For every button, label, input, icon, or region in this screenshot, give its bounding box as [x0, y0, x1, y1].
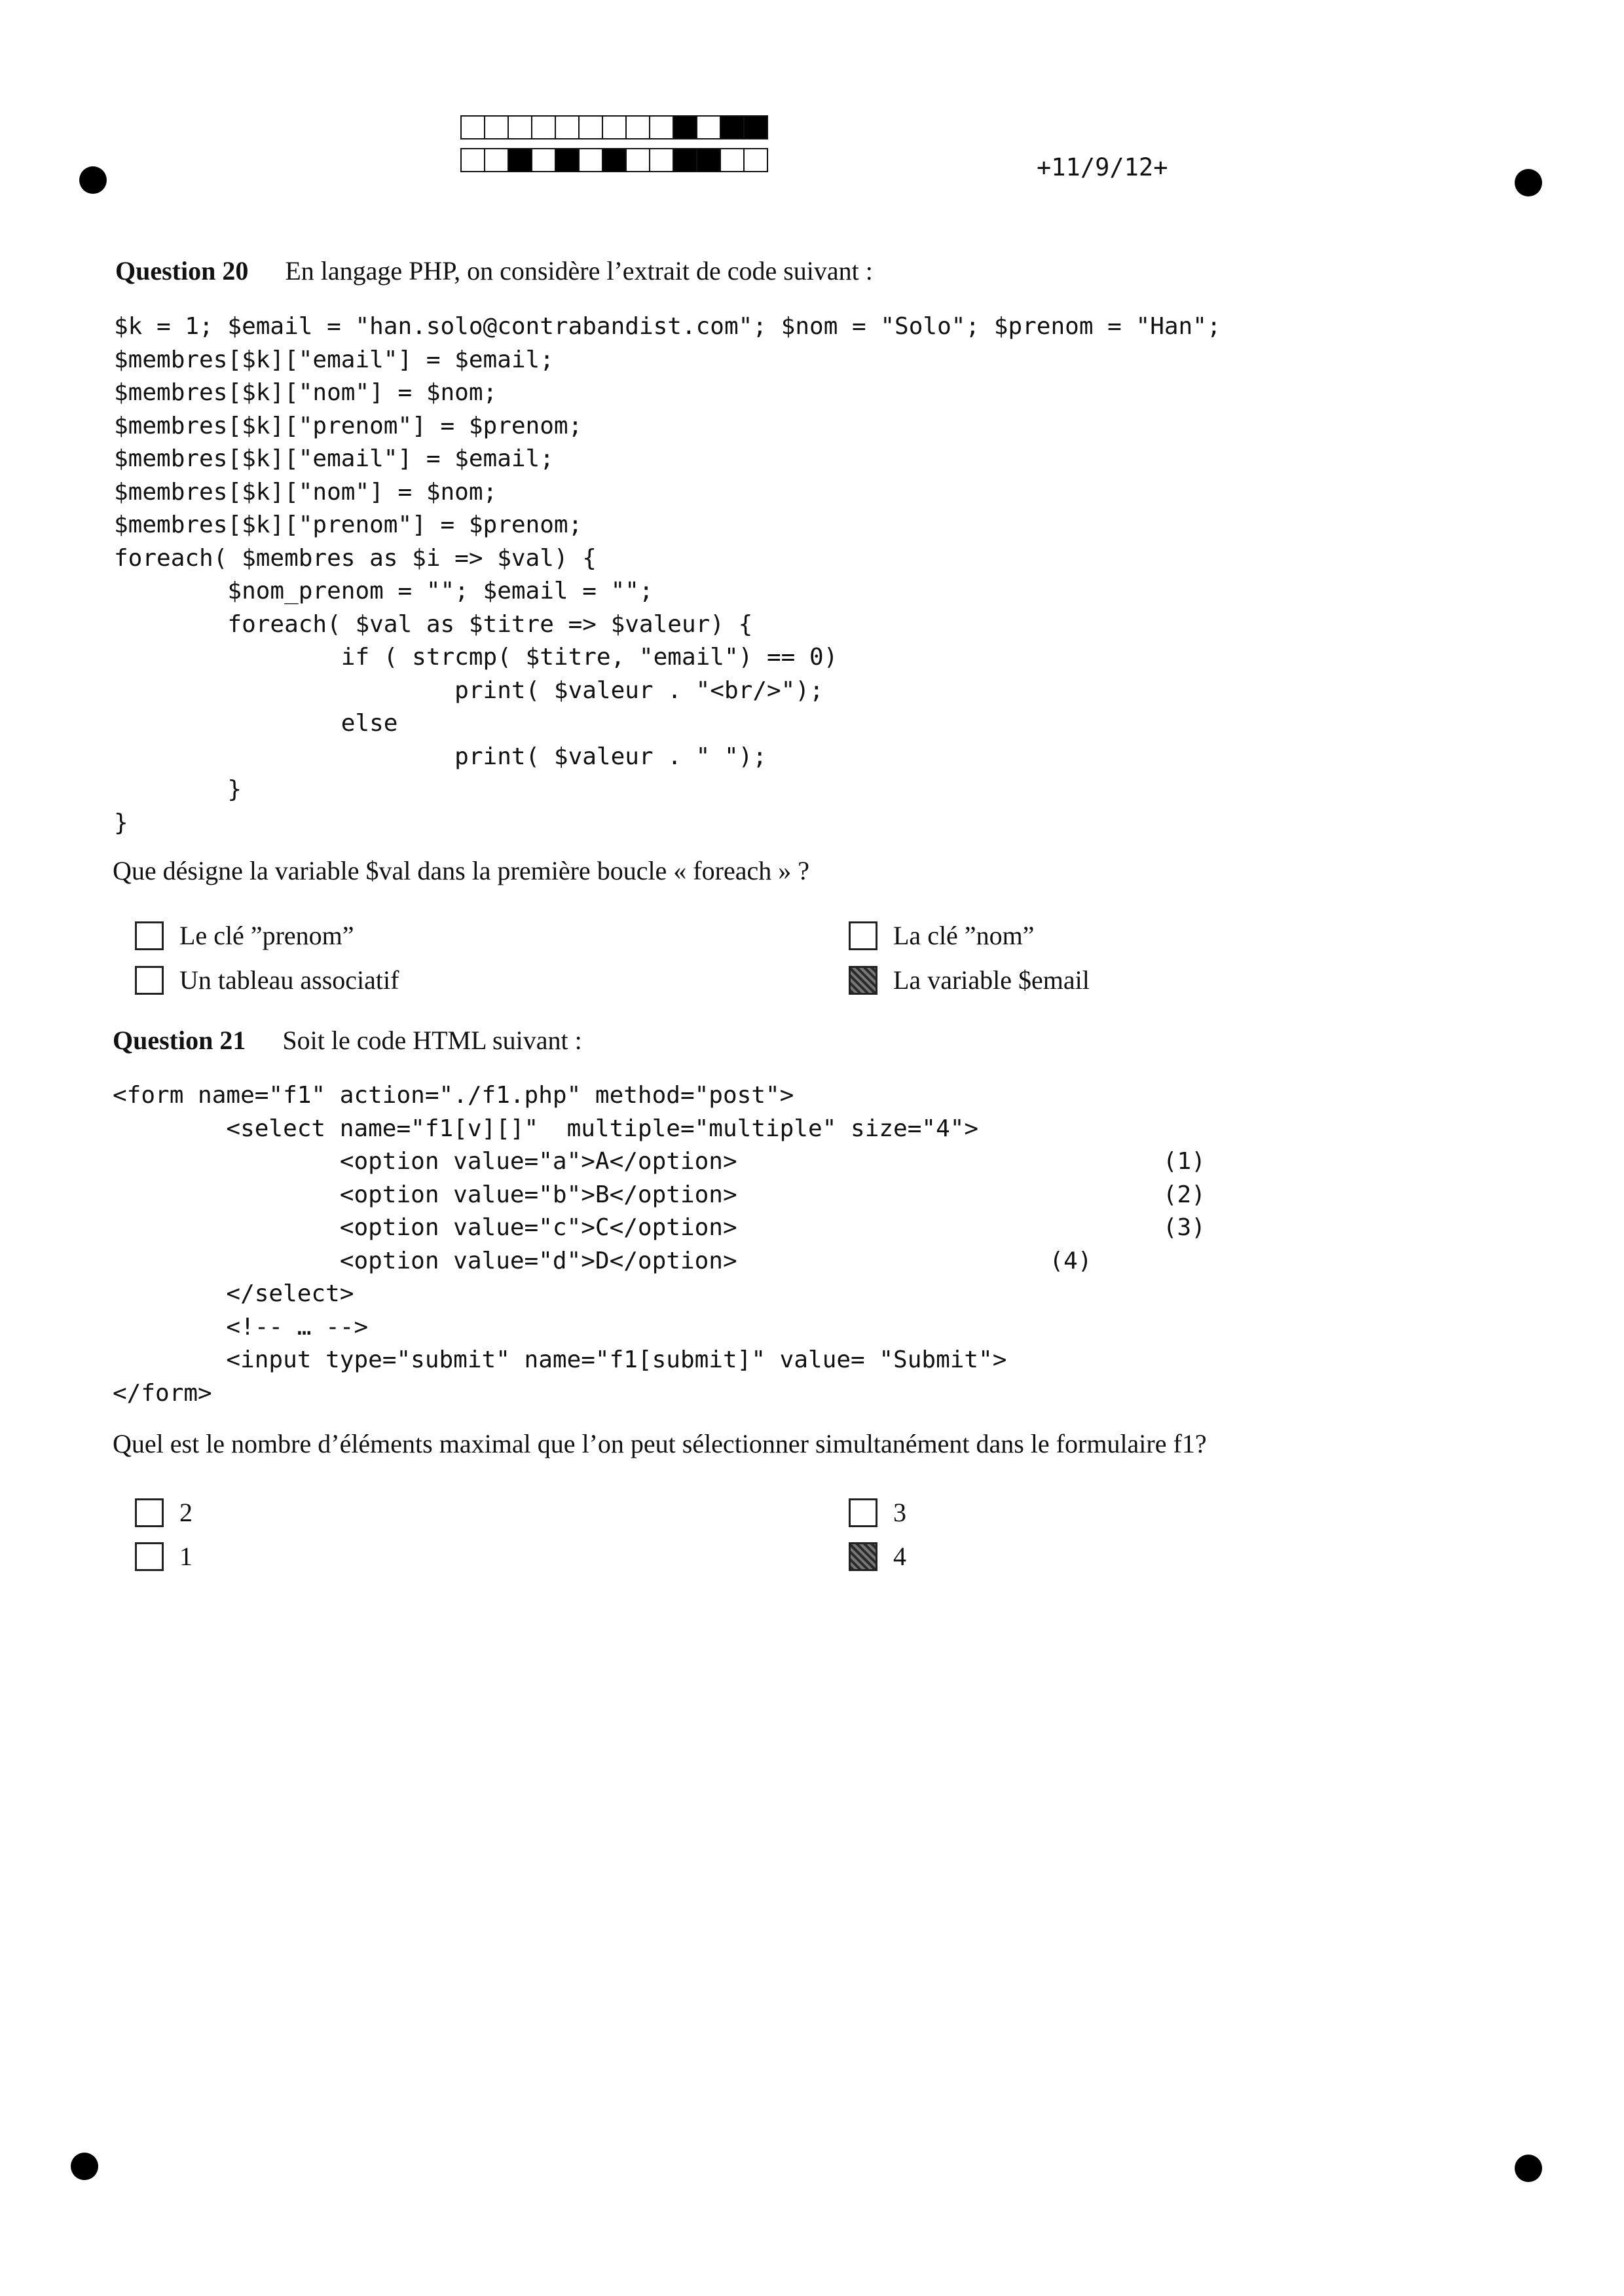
registration-mark-bottom-left — [71, 2153, 98, 2180]
grid-cell — [720, 115, 745, 139]
choice-label: La clé ”nom” — [893, 921, 1035, 950]
checkbox[interactable] — [135, 966, 164, 995]
grid-cell — [649, 148, 674, 172]
choice-label: 2 — [179, 1498, 193, 1527]
q20-choice-1[interactable] — [135, 920, 354, 951]
checkbox[interactable] — [849, 1542, 877, 1571]
grid-cell — [460, 148, 485, 172]
q21-choice-4[interactable] — [849, 1541, 906, 1572]
question-number: Question 20 — [115, 256, 249, 286]
grid-cell — [673, 115, 697, 139]
grid-cell — [720, 148, 745, 172]
choice-label: 1 — [179, 1542, 193, 1571]
grid-cell — [673, 148, 697, 172]
grid-cell — [743, 115, 768, 139]
grid-cell — [696, 115, 721, 139]
grid-cell — [578, 148, 603, 172]
grid-cell — [555, 148, 580, 172]
choice-label: Le clé ”prenom” — [179, 921, 354, 950]
grid-cell — [625, 148, 650, 172]
question-21-header — [113, 1025, 582, 1056]
question-20-prompt: Que désigne la variable $val dans la première boucle « foreach » ? — [113, 856, 809, 885]
grid-cell — [743, 148, 768, 172]
grid-cell — [696, 148, 721, 172]
grid-cell — [484, 115, 509, 139]
checkbox[interactable] — [849, 1498, 877, 1527]
php-code-block: $k = 1; $email = "han.solo@contrabandist.com"; $nom = "Solo"; $prenom = "Han"; $membres[$k]["email"] = $email; $membres[$k]["nom"] = $nom; $membres[$k]["prenom"] = $prenom; $membres[$k]["email"] = $email; $membres[$k]["nom"] = $nom; $membres[$k]["prenom"] = $prenom; foreach( $membres as $i => $val) { $nom_prenom = ""; $email = ""; foreach( $val as $titre => $valeur) { if ( strcmp( $titre, "email") == 0) print( $valeur . "<br/>"); else print( $valeur . " "); } } — [114, 313, 1221, 836]
question-intro: En langage PHP, on considère l’extrait de code suivant : — [285, 256, 873, 286]
grid-cell — [484, 148, 509, 172]
q21-choice-3[interactable] — [135, 1541, 193, 1572]
registration-mark-bottom-right — [1515, 2155, 1542, 2182]
id-code-grid-row-1 — [462, 115, 768, 139]
q20-choice-4[interactable] — [849, 965, 1090, 995]
grid-cell — [507, 148, 532, 172]
grid-cell — [531, 148, 556, 172]
question-intro: Soit le code HTML suivant : — [282, 1026, 582, 1055]
q20-choice-3[interactable] — [135, 965, 399, 995]
q21-choice-2[interactable] — [849, 1497, 906, 1528]
registration-mark-top-right — [1515, 169, 1542, 196]
checkbox[interactable] — [135, 1498, 164, 1527]
choice-label: 3 — [893, 1498, 906, 1527]
choice-label: La variable $email — [893, 965, 1090, 995]
grid-cell — [602, 115, 627, 139]
id-code-grid-row-2 — [462, 148, 768, 172]
grid-cell — [507, 115, 532, 139]
grid-cell — [555, 115, 580, 139]
html-code-block: <form name="f1" action="./f1.php" method="post"> <select name="f1[v][]" multiple="multiple" size="4"> <option value="a">A</option> (1) <option value="b">B</option> (2) <option value="c">C</option> (3) <option value="d">D</option> (4) </select> <!-- … --> <input type="submit" name="f1[submit]" value= "Submit"> </form> — [113, 1082, 1206, 1407]
grid-cell — [649, 115, 674, 139]
grid-cell — [531, 115, 556, 139]
grid-cell — [460, 115, 485, 139]
grid-cell — [625, 115, 650, 139]
choice-label: Un tableau associatif — [179, 965, 399, 995]
registration-mark-top-left — [79, 166, 107, 194]
checkbox[interactable] — [135, 1542, 164, 1571]
checkbox[interactable] — [849, 966, 877, 995]
question-20-header — [115, 255, 873, 286]
q21-choice-1[interactable] — [135, 1497, 193, 1528]
checkbox[interactable] — [135, 921, 164, 950]
grid-cell — [602, 148, 627, 172]
question-21-prompt: Quel est le nombre d’éléments maximal que l’on peut sélectionner simultanément dans le formulaire f1? — [113, 1429, 1207, 1458]
page-id: +11/9/12+ — [1037, 153, 1168, 181]
checkbox[interactable] — [849, 921, 877, 950]
question-number: Question 21 — [113, 1026, 246, 1055]
grid-cell — [578, 115, 603, 139]
choice-label: 4 — [893, 1542, 906, 1571]
q20-choice-2[interactable] — [849, 920, 1034, 951]
